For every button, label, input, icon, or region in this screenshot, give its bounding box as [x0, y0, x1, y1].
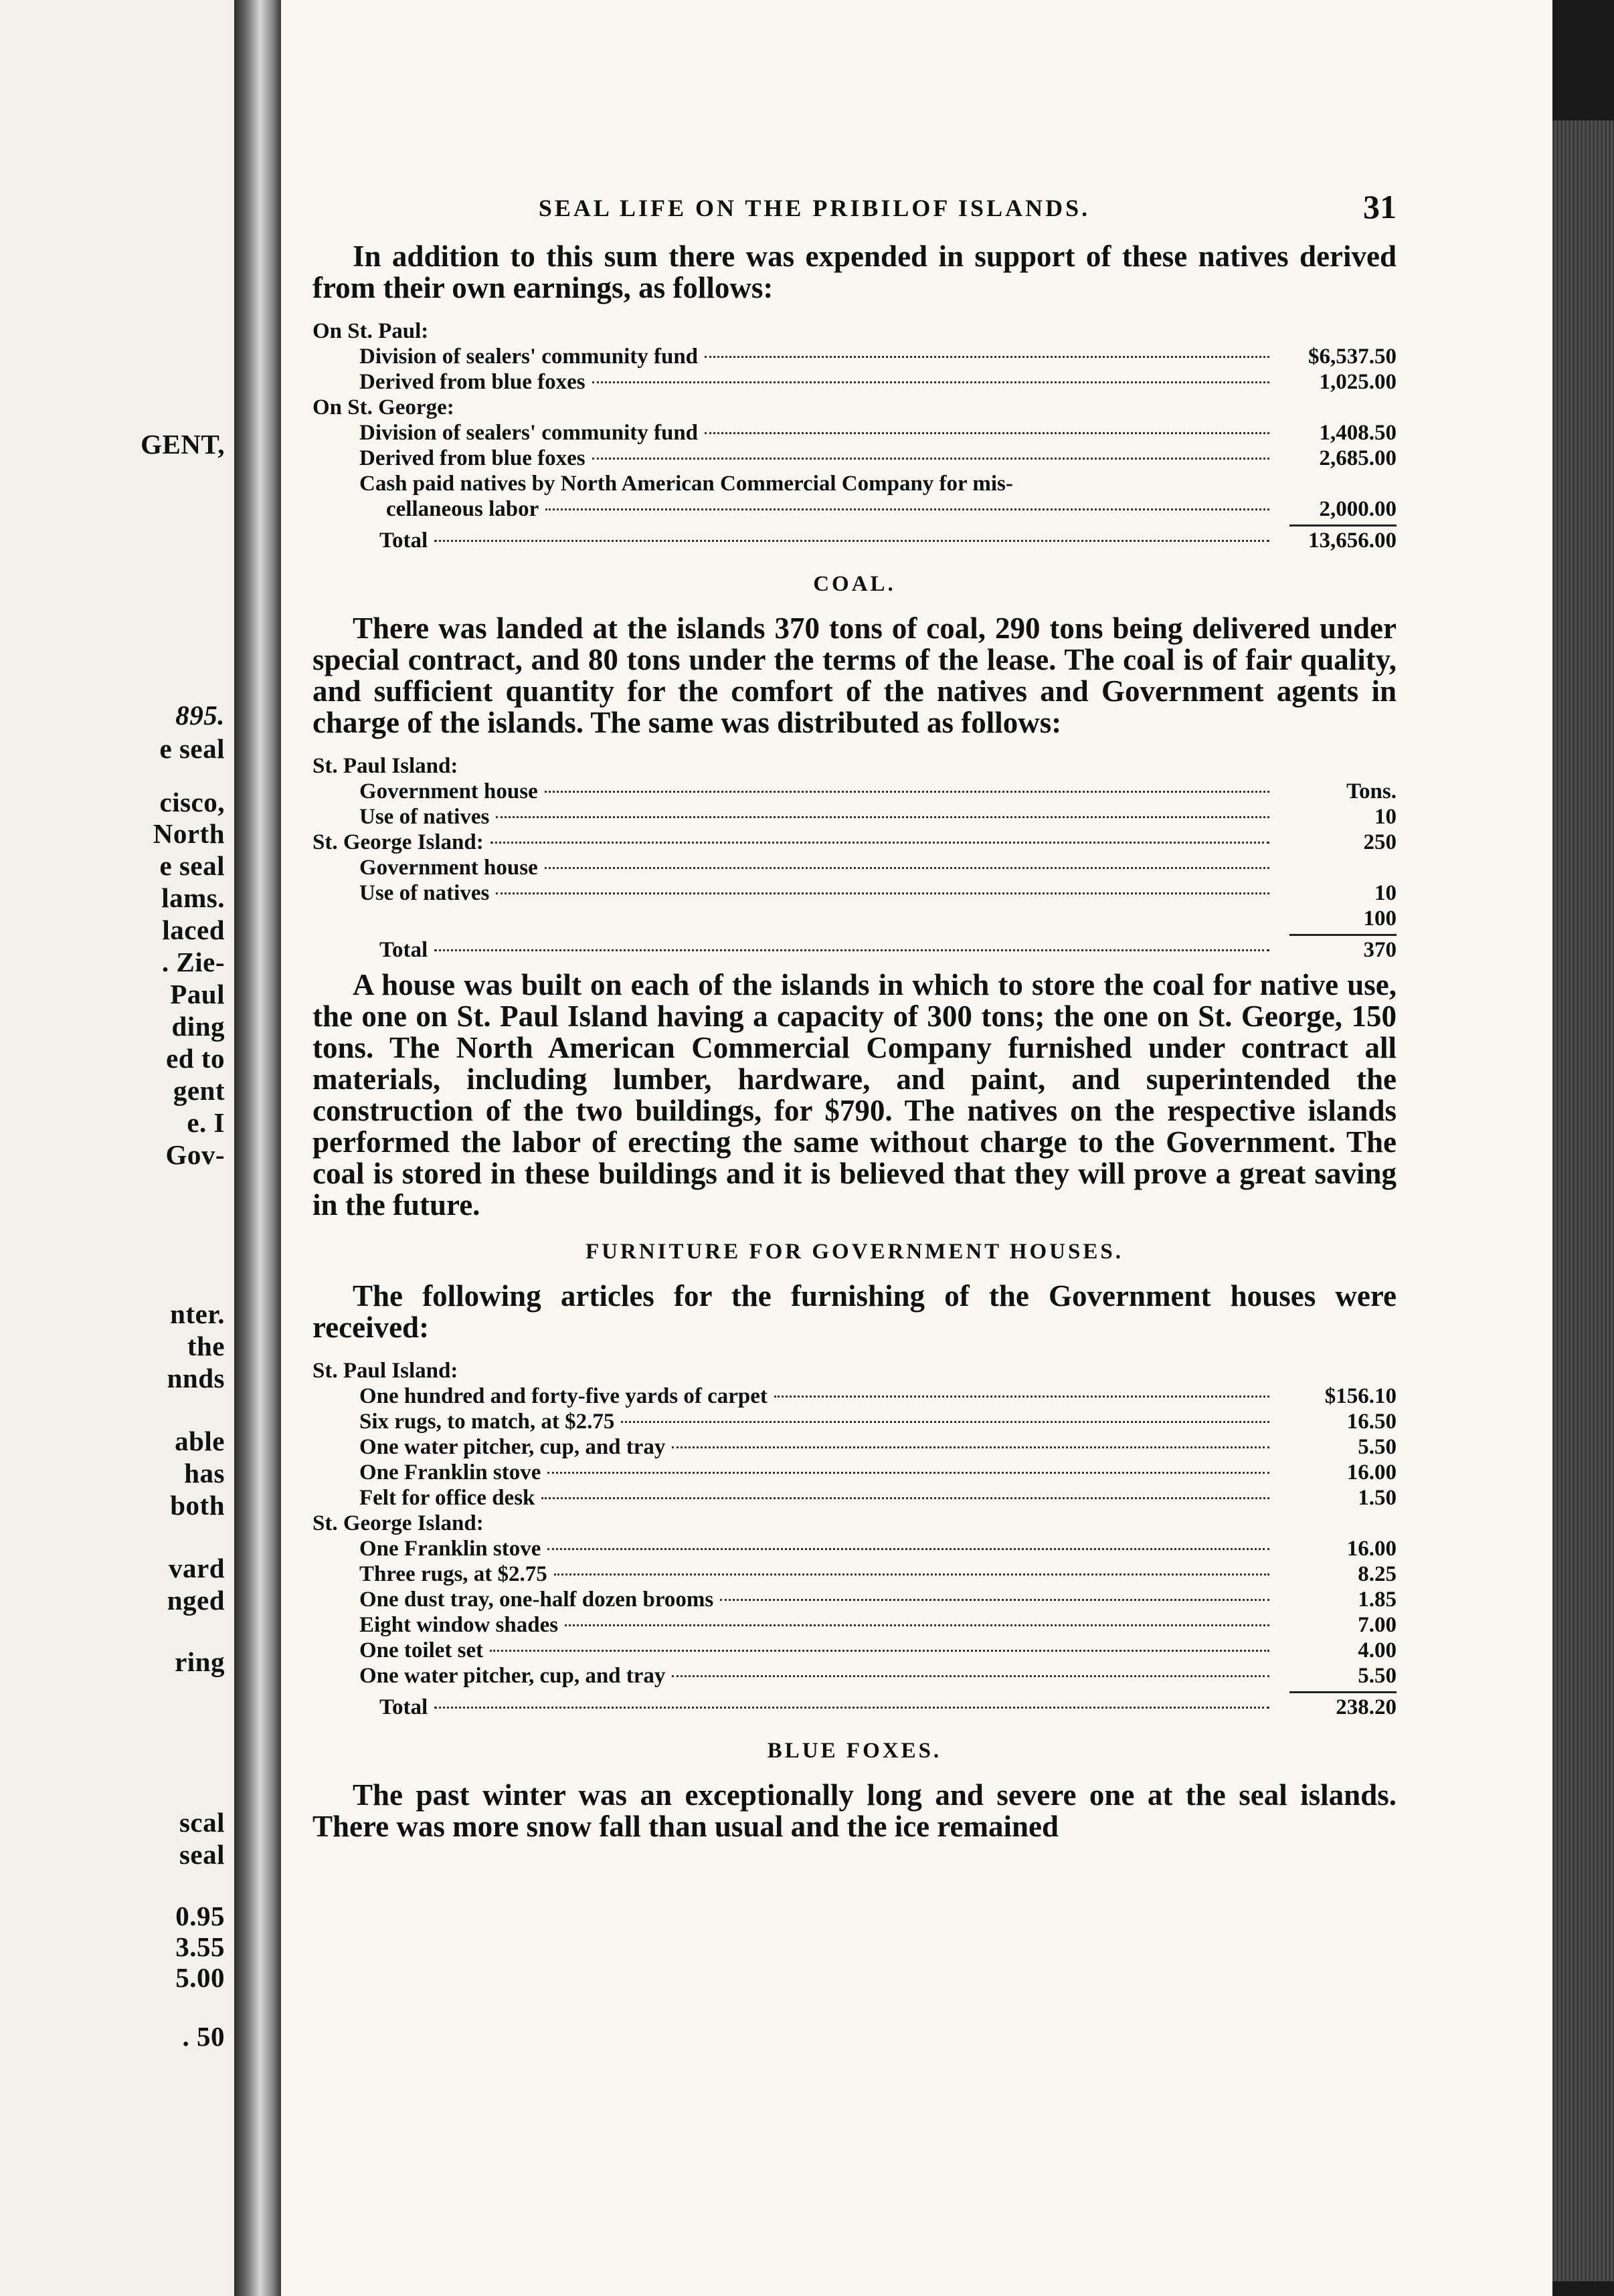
left-page-text-fragment: GENT, [141, 429, 225, 460]
dot-leader [496, 892, 1269, 894]
dot-leader [496, 816, 1269, 818]
table-row [312, 1460, 1397, 1485]
row-amount: 4.00 [1358, 1638, 1397, 1662]
page-number: 31 [1363, 188, 1397, 225]
total-rule [1289, 524, 1397, 527]
book-gutter [234, 0, 281, 2296]
dot-leader [545, 791, 1269, 793]
dot-leader [565, 1624, 1269, 1626]
left-page-text-fragment: ding [171, 1011, 225, 1042]
dot-leader [672, 1446, 1269, 1448]
table-row [312, 1612, 1397, 1638]
dot-leader [434, 1707, 1269, 1709]
left-page-text-fragment: 5.00 [175, 1962, 225, 1993]
right-page [281, 0, 1552, 2296]
table-row [312, 1561, 1397, 1587]
row-label: Use of natives [359, 805, 490, 829]
dot-leader [621, 1421, 1269, 1423]
table-row [312, 1663, 1397, 1689]
left-page-text-fragment: scal [179, 1807, 225, 1838]
table-row [312, 446, 1397, 471]
left-page-text-fragment: 895. [175, 700, 225, 731]
row-label: St. Paul Island: [312, 754, 458, 778]
dot-leader [434, 949, 1269, 951]
row-amount: 5.50 [1358, 1435, 1397, 1459]
dot-leader [592, 381, 1269, 383]
left-page-text-fragment: e seal [159, 850, 225, 881]
dot-leader [434, 540, 1269, 542]
table-row [312, 369, 1397, 395]
table-row [312, 471, 1397, 496]
dot-leader [554, 1573, 1269, 1575]
row-amount: 16.00 [1346, 1537, 1397, 1561]
row-label: Eight window shades [359, 1613, 559, 1637]
table-row [312, 420, 1397, 446]
coal-house-paragraph: A house was built on each of the islands in which to store the coal for native use, the one on St. Paul Island having a capacity of 300 tons; the one on St. George, 150 tons. The North American Commercial Company furnished under contract all materials, including lumber, hardware, and paint, and superintended the construction of the two buildings, for $790. The natives on the respective islands performed the labor of erecting the same without charge to the Government. The coal is stored in these buildings and it is believed that they will prove a great saving in the future. [312, 968, 1397, 1222]
row-amount: 1,408.50 [1319, 421, 1397, 445]
left-page-text-fragment: . Zie- [161, 947, 225, 977]
total-row [312, 937, 1397, 963]
row-amount: 2,685.00 [1319, 446, 1397, 470]
dot-leader [541, 1497, 1269, 1499]
row-amount: 10 [1374, 881, 1397, 905]
left-page-text-fragment: seal [179, 1839, 225, 1870]
left-page-text-fragment: e seal [159, 733, 225, 764]
table-row [312, 906, 1397, 931]
table-row [312, 1409, 1397, 1434]
row-label: One toilet set [359, 1638, 484, 1662]
dot-leader [774, 1396, 1269, 1398]
running-head [312, 181, 1397, 234]
left-page-text-fragment: cisco, [159, 787, 225, 818]
total-label: Total [379, 529, 428, 553]
table-row [312, 804, 1397, 830]
row-label: St. George Island: [312, 830, 484, 854]
left-page-text-fragment: able [175, 1426, 225, 1456]
row-amount: 250 [1363, 830, 1397, 854]
left-page-text-fragment: e. I [187, 1107, 225, 1138]
dot-leader [545, 508, 1269, 510]
intro-paragraph: In addition to this sum there was expended in support of these natives derived from their own earnings, as follows: [312, 240, 1397, 304]
row-amount: 8.25 [1358, 1562, 1397, 1586]
coal-table [312, 753, 1397, 963]
left-page-text-fragment: gent [173, 1075, 225, 1106]
left-page-text-fragment: 3.55 [175, 1931, 225, 1962]
dot-leader [490, 1650, 1269, 1652]
left-page-text-fragment: ring [175, 1646, 225, 1677]
left-page-text-fragment: nged [167, 1585, 225, 1616]
dot-leader [592, 458, 1269, 460]
total-label: Total [379, 1695, 428, 1719]
row-label: Felt for office desk [359, 1486, 535, 1510]
table-row [312, 496, 1397, 522]
left-page-text-fragment: nnds [167, 1363, 225, 1394]
left-page-text-fragment: ed to [166, 1043, 225, 1074]
table-row [312, 395, 1397, 420]
row-label: One Franklin stove [359, 1460, 541, 1485]
dot-leader [547, 1548, 1269, 1550]
row-label: Cash paid natives by North American Commercial Company for mis- [359, 472, 1013, 496]
left-page-text-fragment: Paul [170, 979, 225, 1010]
row-label: Six rugs, to match, at $2.75 [359, 1410, 615, 1434]
row-label: One hundred and forty-five yards of carpet [359, 1384, 768, 1408]
row-amount: 16.50 [1346, 1410, 1397, 1434]
total-row [312, 1695, 1397, 1720]
row-amount: 1.85 [1358, 1588, 1397, 1612]
row-amount: 16.00 [1346, 1460, 1397, 1485]
furniture-heading: FURNITURE FOR GOVERNMENT HOUSES. [586, 1240, 1124, 1264]
earnings-table [312, 318, 1397, 553]
row-label: Use of natives [359, 881, 490, 905]
row-label: One dust tray, one-half dozen brooms [359, 1588, 714, 1612]
dot-leader [672, 1675, 1269, 1677]
table-row [312, 1383, 1397, 1409]
row-amount: $6,537.50 [1308, 345, 1397, 369]
dot-leader [490, 842, 1269, 844]
table-row [312, 830, 1397, 855]
table-row [312, 753, 1397, 779]
total-amount: 238.20 [1336, 1695, 1397, 1719]
table-row [312, 1511, 1397, 1536]
row-label: On St. George: [312, 395, 454, 419]
row-amount: 1.50 [1358, 1486, 1397, 1510]
furniture-table [312, 1358, 1397, 1720]
total-amount: 13,656.00 [1308, 529, 1397, 553]
row-amount: 10 [1374, 805, 1397, 829]
left-page-text-fragment: has [184, 1458, 225, 1489]
table-row [312, 779, 1397, 804]
row-label: Derived from blue foxes [359, 446, 586, 470]
left-page-text-fragment: both [170, 1490, 225, 1521]
row-amount: 5.50 [1358, 1664, 1397, 1688]
total-label: Total [379, 938, 428, 962]
table-row [312, 1358, 1397, 1383]
left-page-text-fragment: lams. [161, 882, 225, 913]
left-page-text-fragment: laced [162, 915, 225, 945]
row-label: One water pitcher, cup, and tray [359, 1435, 666, 1459]
dot-leader [547, 1472, 1269, 1474]
row-label: Government house [359, 779, 538, 803]
blue-foxes-paragraph: The past winter was an exceptionally long and severe one at the seal islands. There was more snow fall than usual and the ice remained [312, 1778, 1397, 1843]
table-row [312, 344, 1397, 369]
left-page-text-fragment: 0.95 [175, 1901, 225, 1931]
row-label: St. George Island: [312, 1511, 484, 1535]
table-row [312, 880, 1397, 906]
total-rule [1289, 1691, 1397, 1693]
total-rule [1289, 934, 1397, 936]
row-amount: 100 [1363, 906, 1397, 931]
row-amount: 7.00 [1358, 1613, 1397, 1637]
left-facing-page [0, 0, 235, 2296]
row-amount: 2,000.00 [1319, 497, 1397, 521]
row-amount: Tons. [1346, 779, 1397, 803]
left-page-text-fragment: North [153, 818, 225, 849]
dot-leader [705, 432, 1269, 434]
left-page-text-fragment: nter. [170, 1299, 225, 1329]
row-label: cellaneous labor [386, 497, 539, 521]
row-label: Three rugs, at $2.75 [359, 1562, 547, 1586]
row-label: Derived from blue foxes [359, 370, 586, 394]
left-page-text-fragment: . 50 [182, 2021, 225, 2052]
table-row [312, 855, 1397, 880]
total-row [312, 528, 1397, 553]
coal-paragraph: There was landed at the islands 370 tons of coal, 290 tons being delivered under special contract, and 80 tons under the terms of the lease. The coal is of fair quality, and sufficient quantity for the comfort of the natives and Government agents in charge of the islands. The same was distributed as follows: [312, 611, 1397, 739]
row-label: St. Paul Island: [312, 1359, 458, 1383]
row-label: Division of sealers' community fund [359, 421, 699, 445]
coal-heading: COAL. [813, 572, 896, 596]
row-label: One Franklin stove [359, 1537, 541, 1561]
table-row [312, 1587, 1397, 1612]
page-content [312, 181, 1397, 1842]
table-row [312, 1434, 1397, 1460]
left-page-text-fragment: vard [169, 1553, 225, 1584]
row-label: One water pitcher, cup, and tray [359, 1664, 666, 1688]
blue-foxes-heading: BLUE FOXES. [767, 1739, 942, 1763]
table-row [312, 1485, 1397, 1511]
left-page-text-fragment: Gov- [165, 1139, 225, 1170]
row-label: Government house [359, 856, 538, 880]
row-amount: $156.10 [1324, 1384, 1397, 1408]
furniture-paragraph: The following articles for the furnishing of the Government houses were received: [312, 1279, 1397, 1344]
total-amount: 370 [1363, 938, 1397, 962]
row-amount: 1,025.00 [1319, 370, 1397, 394]
dot-leader [705, 356, 1269, 358]
dot-leader [720, 1599, 1269, 1601]
dot-leader [545, 867, 1269, 869]
table-row [312, 1536, 1397, 1561]
row-label: Division of sealers' community fund [359, 345, 699, 369]
table-row [312, 1638, 1397, 1663]
left-page-text-fragment: the [187, 1331, 225, 1361]
running-head-title: SEAL LIFE ON THE PRIBILOF ISLANDS. [538, 195, 1091, 221]
row-label: On St. Paul: [312, 319, 429, 343]
table-row [312, 318, 1397, 344]
